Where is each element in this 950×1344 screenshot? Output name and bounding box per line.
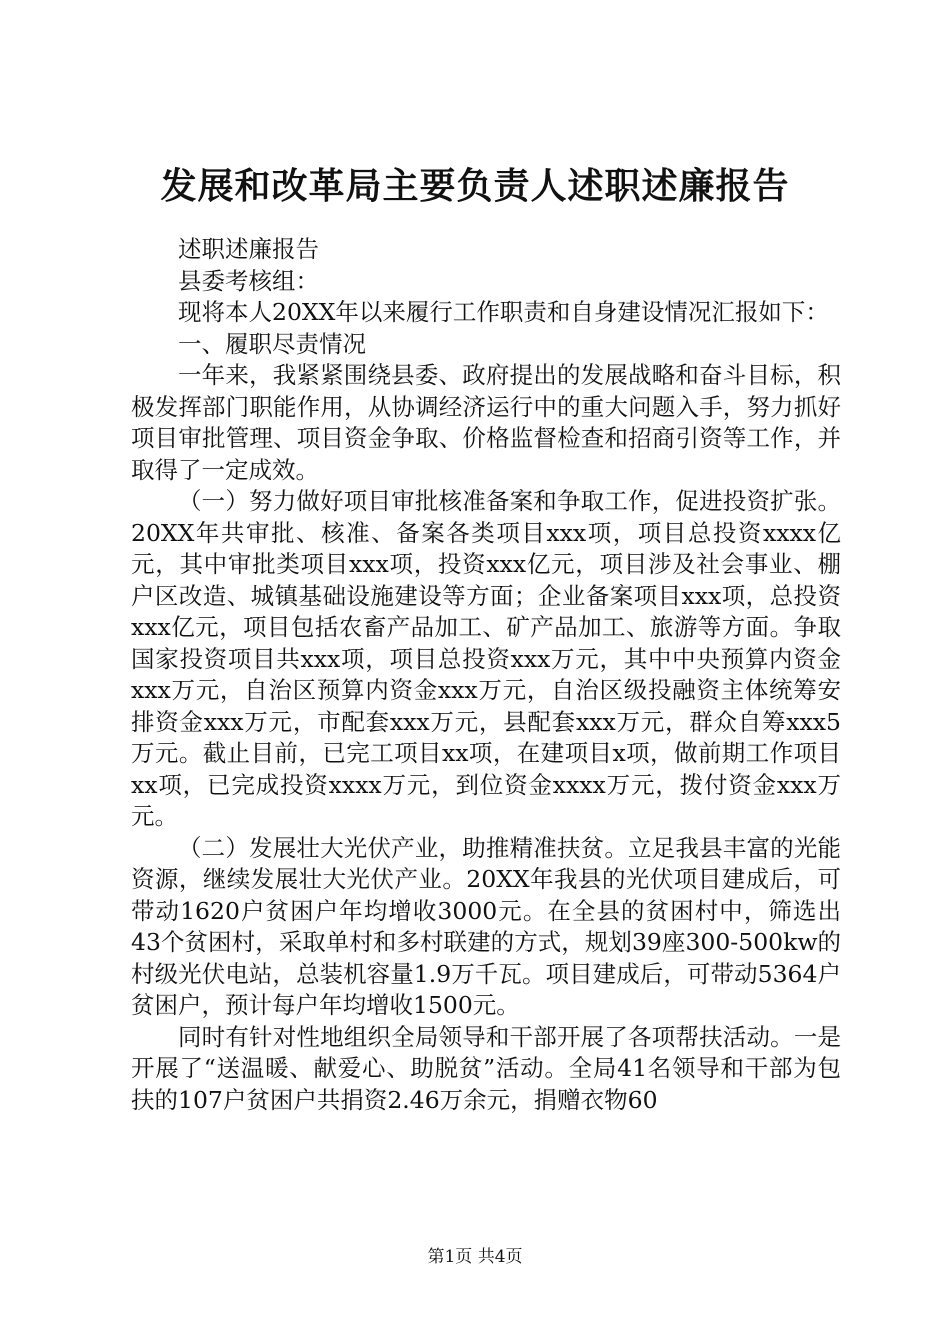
document-title: 发展和改革局主要负责人述职述廉报告 <box>160 165 790 207</box>
paragraph-salutation: 县委考核组： <box>178 266 319 295</box>
paragraph-photovoltaic: （二）发展壮大光伏产业，助推精准扶贫。立足我县丰富的光能资源，继续发展壮大光伏产业。20XX年我县的光伏项目建成后，可带动1620户贫困户年均增收3000元。在全县的贫困村中，筛选出43个贫困村，采取单村和多村联建的方式，规划39座300-500kw的村级光伏电站，总装机容量1.9万千瓦。项目建成后，可带动5364户贫困户，预计每户年均增收1500元。 <box>131 833 841 1019</box>
paragraph-subtitle: 述职述廉报告 <box>178 235 319 263</box>
paragraph-overview: 一年来，我紧紧围绕县委、政府提出的发展战略和奋斗目标，积极发挥部门职能作用，从协调经济运行中的重大问题入手，努力抓好项目审批管理、项目资金争取、价格监督检查和招商引资等工作，并取得了一定成效。 <box>131 361 841 484</box>
document-body <box>131 234 841 1116</box>
page-number-footer: 第1页 共4页 <box>427 1247 523 1267</box>
section-heading-1: 一、履职尽责情况 <box>178 329 366 358</box>
paragraph-intro: 现将本人20XX年以来履行工作职责和自身建设情况汇报如下： <box>178 298 829 326</box>
paragraph-project-approval: （一）努力做好项目审批核准备案和争取工作，促进投资扩张。20XX年共审批、核准、备案各类项目xxx项，项目总投资xxxx亿元，其中审批类项目xxx项，投资xxx亿元，项目涉及社会事业、棚户区改造、城镇基础设施建设等方面；企业备案项目xxx项，总投资xxx亿元，项目包括农畜产品加工、矿产品加工、旅游等方面。争取国家投资项目共xxx项，项目总投资xxx万元，其中中央预算内资金xxx万元，自治区预算内资金xxx万元，自治区级投融资主体统筹安排资金xxx万元，市配套xxx万元，县配套xxx万元，群众自筹xxx5万元。截止目前，已完工项目xx项，在建项目x项，做前期工作项目xx项，已完成投资xxxx万元，到位资金xxxx万元，拨付资金xxx万元。 <box>131 487 841 830</box>
paragraph-assistance: 同时有针对性地组织全局领导和干部开展了各项帮扶活动。一是开展了“送温暖、献爱心、助脱贫”活动。全局41名领导和干部为包扶的107户贫困户共捐资2.46万余元，捐赠衣物60 <box>131 1022 841 1114</box>
